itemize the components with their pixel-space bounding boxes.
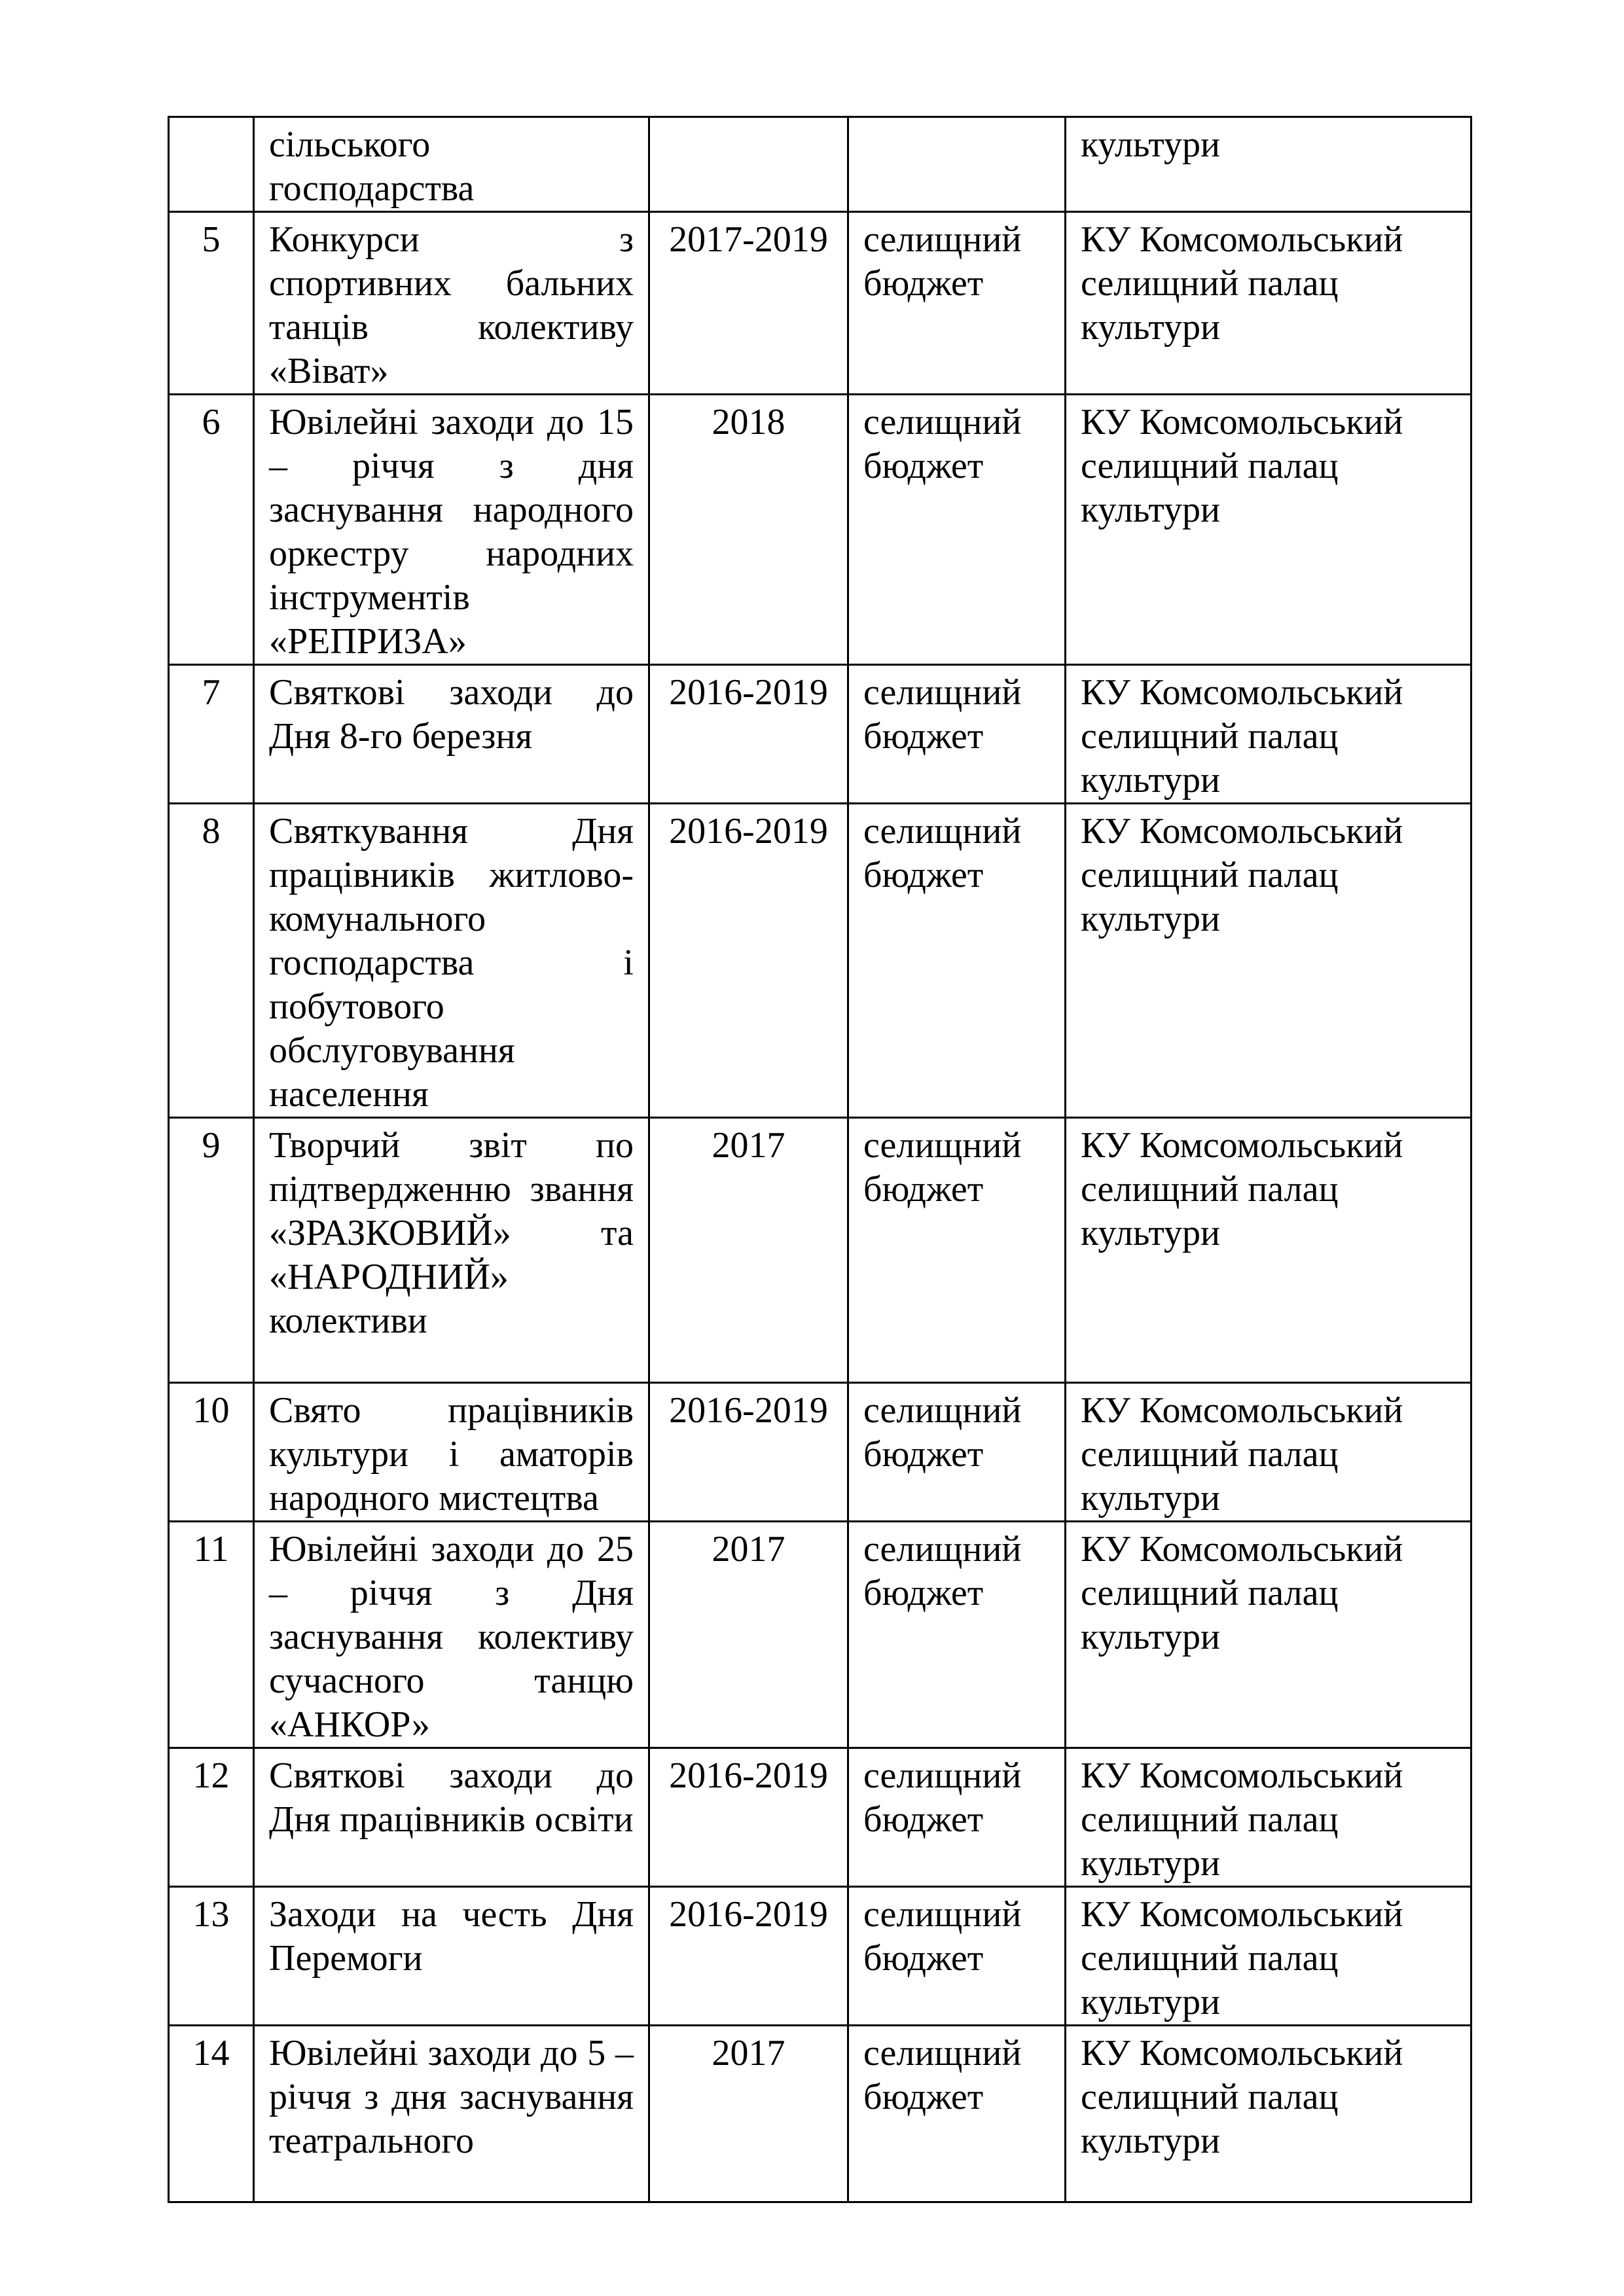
funding-source: селищний бюджет (848, 212, 1066, 395)
executor: КУ Комсомольський селищний палац культури (1066, 1383, 1471, 1522)
row-number: 8 (169, 804, 254, 1118)
row-number: 6 (169, 395, 254, 665)
table-row (169, 1748, 1471, 1887)
funding-source: селищний бюджет (848, 1383, 1066, 1522)
table-row (169, 212, 1471, 395)
table-row (169, 117, 1471, 212)
event-name: Творчий звіт по підтвердженню звання «ЗРАЗКОВИЙ» та «НАРОДНИЙ» колективи (254, 1118, 649, 1383)
table-row (169, 665, 1471, 804)
event-name: Святкування Дня працівників житлово-комунального господарства і побутового обслуговування населення (254, 804, 649, 1118)
program-table (168, 116, 1472, 2203)
executor: КУ Комсомольський селищний палац культури (1066, 665, 1471, 804)
event-years: 2016-2019 (649, 804, 848, 1118)
row-number: 11 (169, 1522, 254, 1748)
table-row (169, 1887, 1471, 2026)
table-row (169, 1118, 1471, 1383)
event-name: Святкові заходи до Дня 8-го березня (254, 665, 649, 804)
funding-source: селищний бюджет (848, 804, 1066, 1118)
executor: КУ Комсомольський селищний палац культури (1066, 1118, 1471, 1383)
funding-source: селищний бюджет (848, 1887, 1066, 2026)
funding-source: селищний бюджет (848, 1118, 1066, 1383)
event-years: 2016-2019 (649, 665, 848, 804)
funding-source: селищний бюджет (848, 1748, 1066, 1887)
event-name: Ювілейні заходи до 15 – річчя з дня заснування народного оркестру народних інструментів «РЕПРИЗА» (254, 395, 649, 665)
executor: КУ Комсомольський селищний палац культури (1066, 2026, 1471, 2202)
event-name: Ювілейні заходи до 25 – річчя з Дня заснування колективу сучасного танцю «АНКОР» (254, 1522, 649, 1748)
row-number: 7 (169, 665, 254, 804)
table-row (169, 2026, 1471, 2202)
event-name: Ювілейні заходи до 5 – річчя з дня заснування театрального (254, 2026, 649, 2202)
executor: КУ Комсомольський селищний палац культури (1066, 804, 1471, 1118)
funding-source: селищний бюджет (848, 665, 1066, 804)
event-years: 2018 (649, 395, 848, 665)
table-row (169, 395, 1471, 665)
row-number: 10 (169, 1383, 254, 1522)
executor: КУ Комсомольський селищний палац культури (1066, 395, 1471, 665)
row-number: 14 (169, 2026, 254, 2202)
row-number: 13 (169, 1887, 254, 2026)
event-name: Святкові заходи до Дня працівників освіти (254, 1748, 649, 1887)
event-name: Заходи на честь Дня Перемоги (254, 1887, 649, 2026)
row-number (169, 117, 254, 212)
row-number: 9 (169, 1118, 254, 1383)
event-years: 2016-2019 (649, 1748, 848, 1887)
event-years: 2017 (649, 1118, 848, 1383)
funding-source: селищний бюджет (848, 1522, 1066, 1748)
funding-source: селищний бюджет (848, 395, 1066, 665)
event-years: 2016-2019 (649, 1383, 848, 1522)
event-name: Конкурси з спортивних бальних танців колективу «Віват» (254, 212, 649, 395)
funding-source: селищний бюджет (848, 2026, 1066, 2202)
event-years (649, 117, 848, 212)
table-row (169, 804, 1471, 1118)
executor: культури (1066, 117, 1471, 212)
event-years: 2017-2019 (649, 212, 848, 395)
executor: КУ Комсомольський селищний палац культури (1066, 1887, 1471, 2026)
funding-source (848, 117, 1066, 212)
row-number: 12 (169, 1748, 254, 1887)
event-years: 2017 (649, 1522, 848, 1748)
table-row (169, 1383, 1471, 1522)
executor: КУ Комсомольський селищний палац культури (1066, 1522, 1471, 1748)
event-name: сільського господарства (254, 117, 649, 212)
event-name: Свято працівників культури і аматорів народного мистецтва (254, 1383, 649, 1522)
table-row (169, 1522, 1471, 1748)
row-number: 5 (169, 212, 254, 395)
executor: КУ Комсомольський селищний палац культури (1066, 1748, 1471, 1887)
executor: КУ Комсомольський селищний палац культури (1066, 212, 1471, 395)
event-years: 2017 (649, 2026, 848, 2202)
event-years: 2016-2019 (649, 1887, 848, 2026)
